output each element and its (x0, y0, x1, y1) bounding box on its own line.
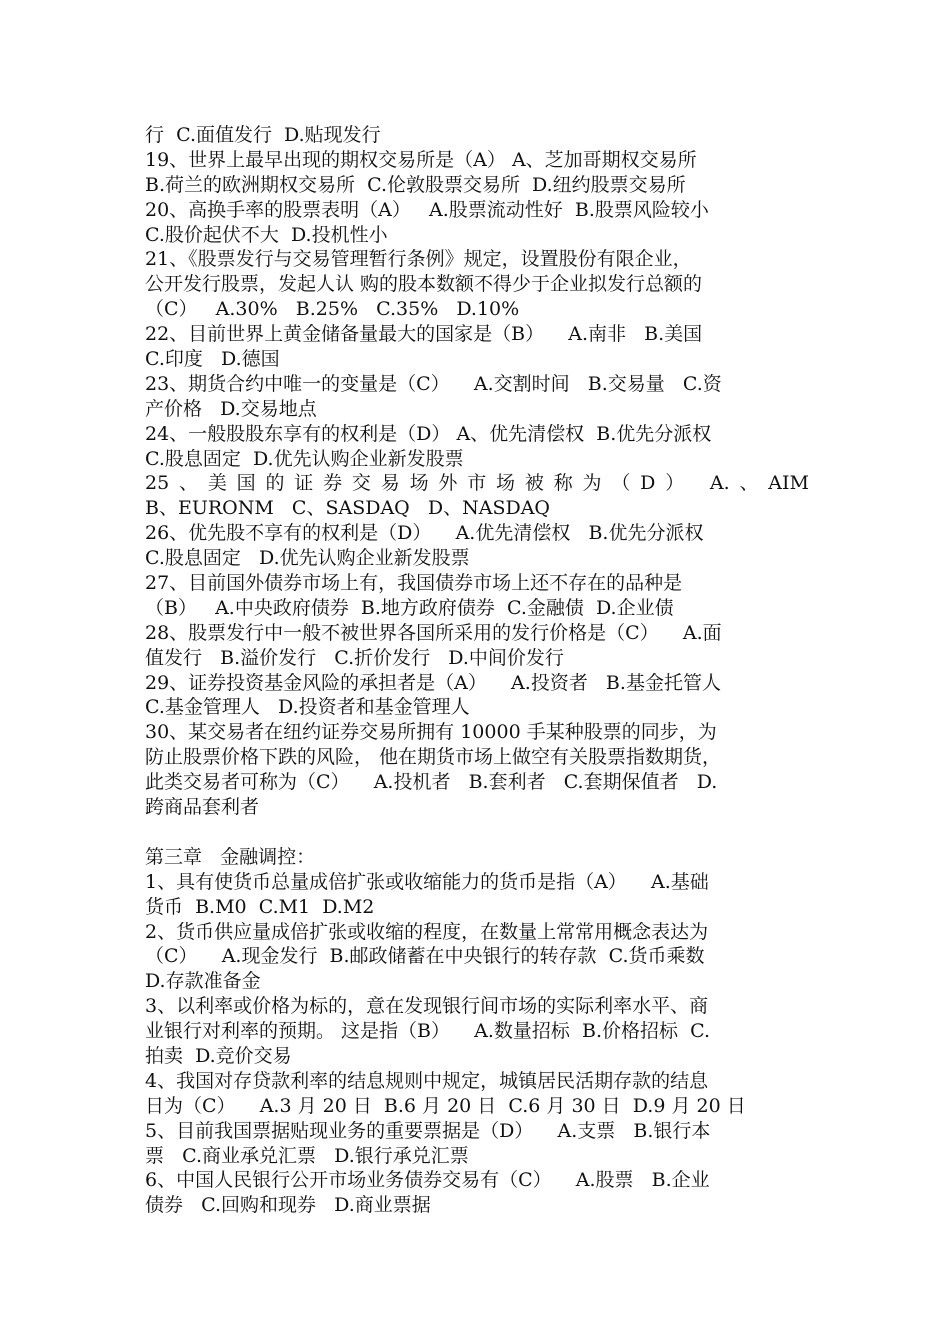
text-line: 22、目前世界上黄金储备量最大的国家是（B） A.南非 B.美国 (145, 323, 703, 346)
text-line: 28、股票发行中一般不被世界各国所采用的发行价格是（C） A.面 (145, 621, 722, 644)
text-line: 业银行对利率的预期。 这是指（B） A.数量招标 B.价格招标 C. (145, 1020, 710, 1043)
text-line: C.股价起伏不大 D.投机性小 (145, 223, 388, 246)
text-line: 30、某交易者在纽约证券交易所拥有 10000 手某种股票的同步，为 (145, 721, 717, 744)
text-line: 拍卖 D.竞价交易 (145, 1044, 292, 1067)
text-line: B.荷兰的欧洲期权交易所 C.伦敦股票交易所 D.纽约股票交易所 (145, 173, 686, 196)
document-text (145, 123, 809, 1218)
text-line: B、EURONM C、SASDAQ D、NASDAQ (145, 497, 550, 520)
text-line: 行 C.面值发行 D.贴现发行 (145, 124, 381, 146)
text-line: 4、我国对存贷款利率的结息规则中规定，城镇居民活期存款的结息 (145, 1069, 709, 1092)
text-line: （C） A.现金发行 B.邮政储蓄在中央银行的转存款 C.货币乘数 (145, 945, 705, 968)
text-line: 25、美国的证券交易场外市场被称为（D） A.、AIM (145, 472, 809, 495)
text-line: 3、以利率或价格为标的，意在发现银行间市场的实际利率水平、商 (145, 995, 709, 1018)
text-line: 公开发行股票，发起人认 购的股本数额不得少于企业拟发行总额的 (145, 273, 703, 296)
text-line: C.股息固定 D.优先认购企业新发股票 (145, 547, 470, 570)
text-line: 26、优先股不享有的权利是（D） A.优先清偿权 B.优先分派权 (145, 522, 704, 545)
text-line: C.股息固定 D.优先认购企业新发股票 (145, 447, 464, 470)
text-line: 27、目前国外债券市场上有，我国债券市场上还不存在的品种是 (145, 572, 683, 595)
text-line: 跨商品套利者 (145, 796, 260, 819)
text-line: 债券 C.回购和现券 D.商业票据 (145, 1194, 431, 1217)
text-line: 21、《股票发行与交易管理暂行条例》规定，设置股份有限企业， (145, 248, 692, 271)
text-line: 19、世界上最早出现的期权交易所是（A） A、芝加哥期权交易所 (145, 148, 697, 171)
text-line: 1、具有使货币总量成倍扩张或收缩能力的货币是指（A） A.基础 (145, 870, 709, 893)
text-line: C.印度 D.德国 (145, 348, 280, 371)
text-line: 防止股票价格下跌的风险， 他在期货市场上做空有关股票指数期货， (145, 746, 722, 769)
text-line: 货币 B.M0 C.M1 D.M2 (145, 895, 375, 918)
text-line: 产价格 D.交易地点 (145, 397, 317, 420)
text-line: D.存款准备金 (145, 970, 261, 993)
text-line: 29、证券投资基金风险的承担者是（A） A.投资者 B.基金托管人 (145, 671, 721, 694)
blank-line (145, 820, 809, 845)
text-line: 5、目前我国票据贴现业务的重要票据是（D） A.支票 B.银行本 (145, 1119, 711, 1142)
text-line: 20、高换手率的股票表明（A） A.股票流动性好 B.股票风险较小 (145, 198, 709, 221)
text-line: 2、货币供应量成倍扩张或收缩的程度，在数量上常常用概念表达为 (145, 920, 709, 943)
text-line: 票 C.商业承兑汇票 D.银行承兑汇票 (145, 1144, 469, 1167)
text-line: 日为（C） A.3 月 20 日 B.6 月 20 日 C.6 月 30 日 D.9 月 20 日 (145, 1094, 746, 1117)
text-line: （B） A.中央政府债券 B.地方政府债券 C.金融债 D.企业债 (145, 596, 674, 619)
text-line: （C） A.30% B.25% C.35% D.10% (145, 298, 520, 321)
text-line: C.基金管理人 D.投资者和基金管理人 (145, 696, 470, 719)
chapter-heading: 第三章 金融调控： (145, 845, 316, 868)
text-line: 此类交易者可称为（C） A.投机者 B.套利者 C.套期保值者 D. (145, 771, 718, 794)
text-line: 6、中国人民银行公开市场业务债券交易有（C） A.股票 B.企业 (145, 1169, 710, 1192)
text-line: 23、期货合约中唯一的变量是（C） A.交割时间 B.交易量 C.资 (145, 372, 722, 395)
text-line: 值发行 B.溢价发行 C.折价发行 D.中间价发行 (145, 646, 564, 669)
text-line: 24、一般股股东享有的权利是（D） A、优先清偿权 B.优先分派权 (145, 422, 712, 445)
